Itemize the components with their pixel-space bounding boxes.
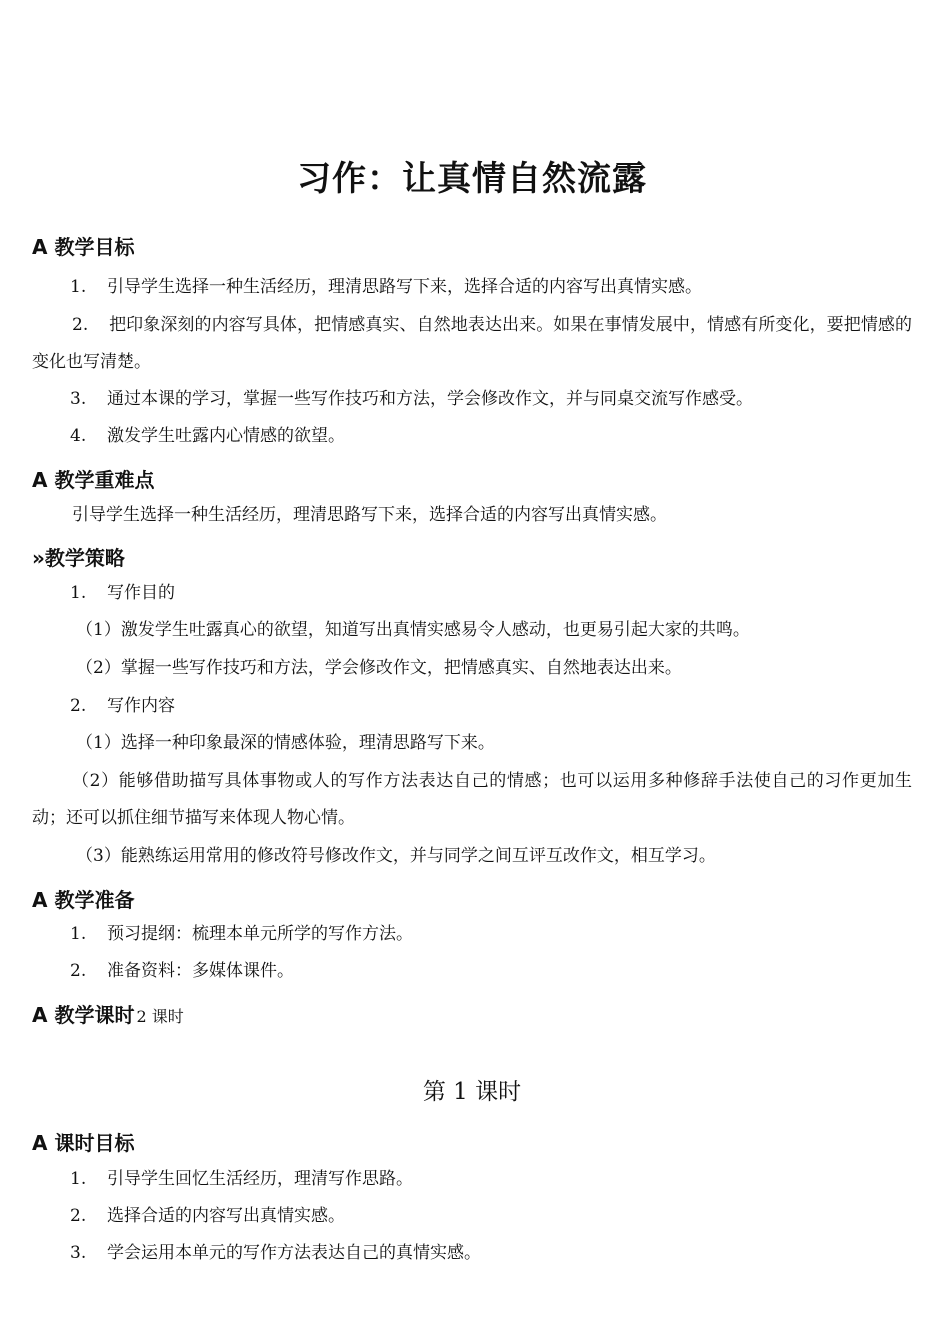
page-title: 习作：让真情自然流露: [297, 159, 647, 199]
item-text: 写作目的: [107, 583, 175, 603]
goal-item: [32, 418, 912, 455]
item-text: 选择合适的内容写出真情实感。: [107, 1206, 345, 1226]
heading-text: A 教学课时: [32, 1003, 135, 1027]
item-number: 4.: [70, 426, 87, 446]
section-heading-key-points: A 教学重难点: [32, 468, 155, 492]
item-number: 1.: [70, 1169, 87, 1189]
goal-item: [32, 307, 912, 381]
item-text: 写作内容: [107, 696, 175, 716]
item-number: 1.: [70, 277, 87, 297]
strategy-subsection: [32, 688, 912, 725]
preparation-item: [32, 916, 912, 953]
lesson-goal-item: [32, 1198, 912, 1235]
section-heading-hours: [32, 1001, 184, 1031]
strategy-item: [32, 612, 912, 649]
goal-item: [32, 381, 912, 418]
item-number: 1.: [70, 583, 87, 603]
item-text: 学会运用本单元的写作方法表达自己的真情实感。: [107, 1243, 481, 1263]
strategy-item: （2）能够借助描写具体事物或人的写作方法表达自己的情感；也可以运用多种修辞手法使自己的习作更加生动；还可以抓住细节描写来体现人物心情。: [32, 771, 912, 828]
item-text: 引导学生回忆生活经历，理清写作思路。: [107, 1169, 413, 1189]
section-heading-preparation: A 教学准备: [32, 888, 135, 912]
lesson-goal-item: [32, 1235, 912, 1272]
section-heading-goals: A 教学目标: [32, 235, 135, 259]
item-number: 2.: [72, 315, 89, 335]
key-points-text: [32, 497, 912, 534]
item-number: 2.: [70, 696, 87, 716]
item-number: 1.: [70, 924, 87, 944]
section-heading-strategy: »教学策略: [32, 546, 125, 570]
item-number: 3.: [70, 389, 87, 409]
strategy-subsection: [32, 575, 912, 612]
preparation-item: [32, 953, 912, 990]
strategy-item: [32, 650, 912, 687]
strategy-item: [32, 725, 912, 762]
item-text: 引导学生选择一种生活经历，理清思路写下来，选择合适的内容写出真情实感。: [107, 277, 702, 297]
strategy-item: [32, 838, 912, 875]
item-number: 2.: [70, 1206, 87, 1226]
item-text: （1）选择一种印象最深的情感体验，理清思路写下来。: [76, 733, 495, 753]
lesson-goal-item: [32, 1161, 912, 1198]
paragraph-text: 引导学生选择一种生活经历，理清思路写下来，选择合适的内容写出真情实感。: [72, 505, 667, 525]
item-text: （2）掌握一些写作技巧和方法，学会修改作文，把情感真实、自然地表达出来。: [76, 658, 682, 678]
hours-value: 2 课时: [136, 1007, 184, 1026]
item-text: （3）能熟练运用常用的修改符号修改作文，并与同学之间互评互改作文，相互学习。: [76, 846, 716, 866]
item-number: 2.: [70, 961, 87, 981]
item-text: 激发学生吐露内心情感的欲望。: [107, 426, 345, 446]
goal-item: [32, 269, 912, 306]
lesson-title: 第 1 课时: [422, 1079, 522, 1105]
item-text: 通过本课的学习，掌握一些写作技巧和方法，学会修改作文，并与同桌交流写作感受。: [107, 389, 753, 409]
section-heading-lesson-goals: A 课时目标: [32, 1131, 135, 1155]
item-text: （1）激发学生吐露真心的欲望，知道写出真情实感易令人感动，也更易引起大家的共鸣。: [76, 620, 750, 640]
item-number: 3.: [70, 1243, 87, 1263]
item-text: 准备资料：多媒体课件。: [107, 961, 294, 981]
item-text: 预习提纲：梳理本单元所学的写作方法。: [107, 924, 413, 944]
item-text: 把印象深刻的内容写具体，把情感真实、自然地表达出来。如果在事情发展中，情感有所变化，要把情感的变化也写清楚。: [32, 315, 912, 372]
